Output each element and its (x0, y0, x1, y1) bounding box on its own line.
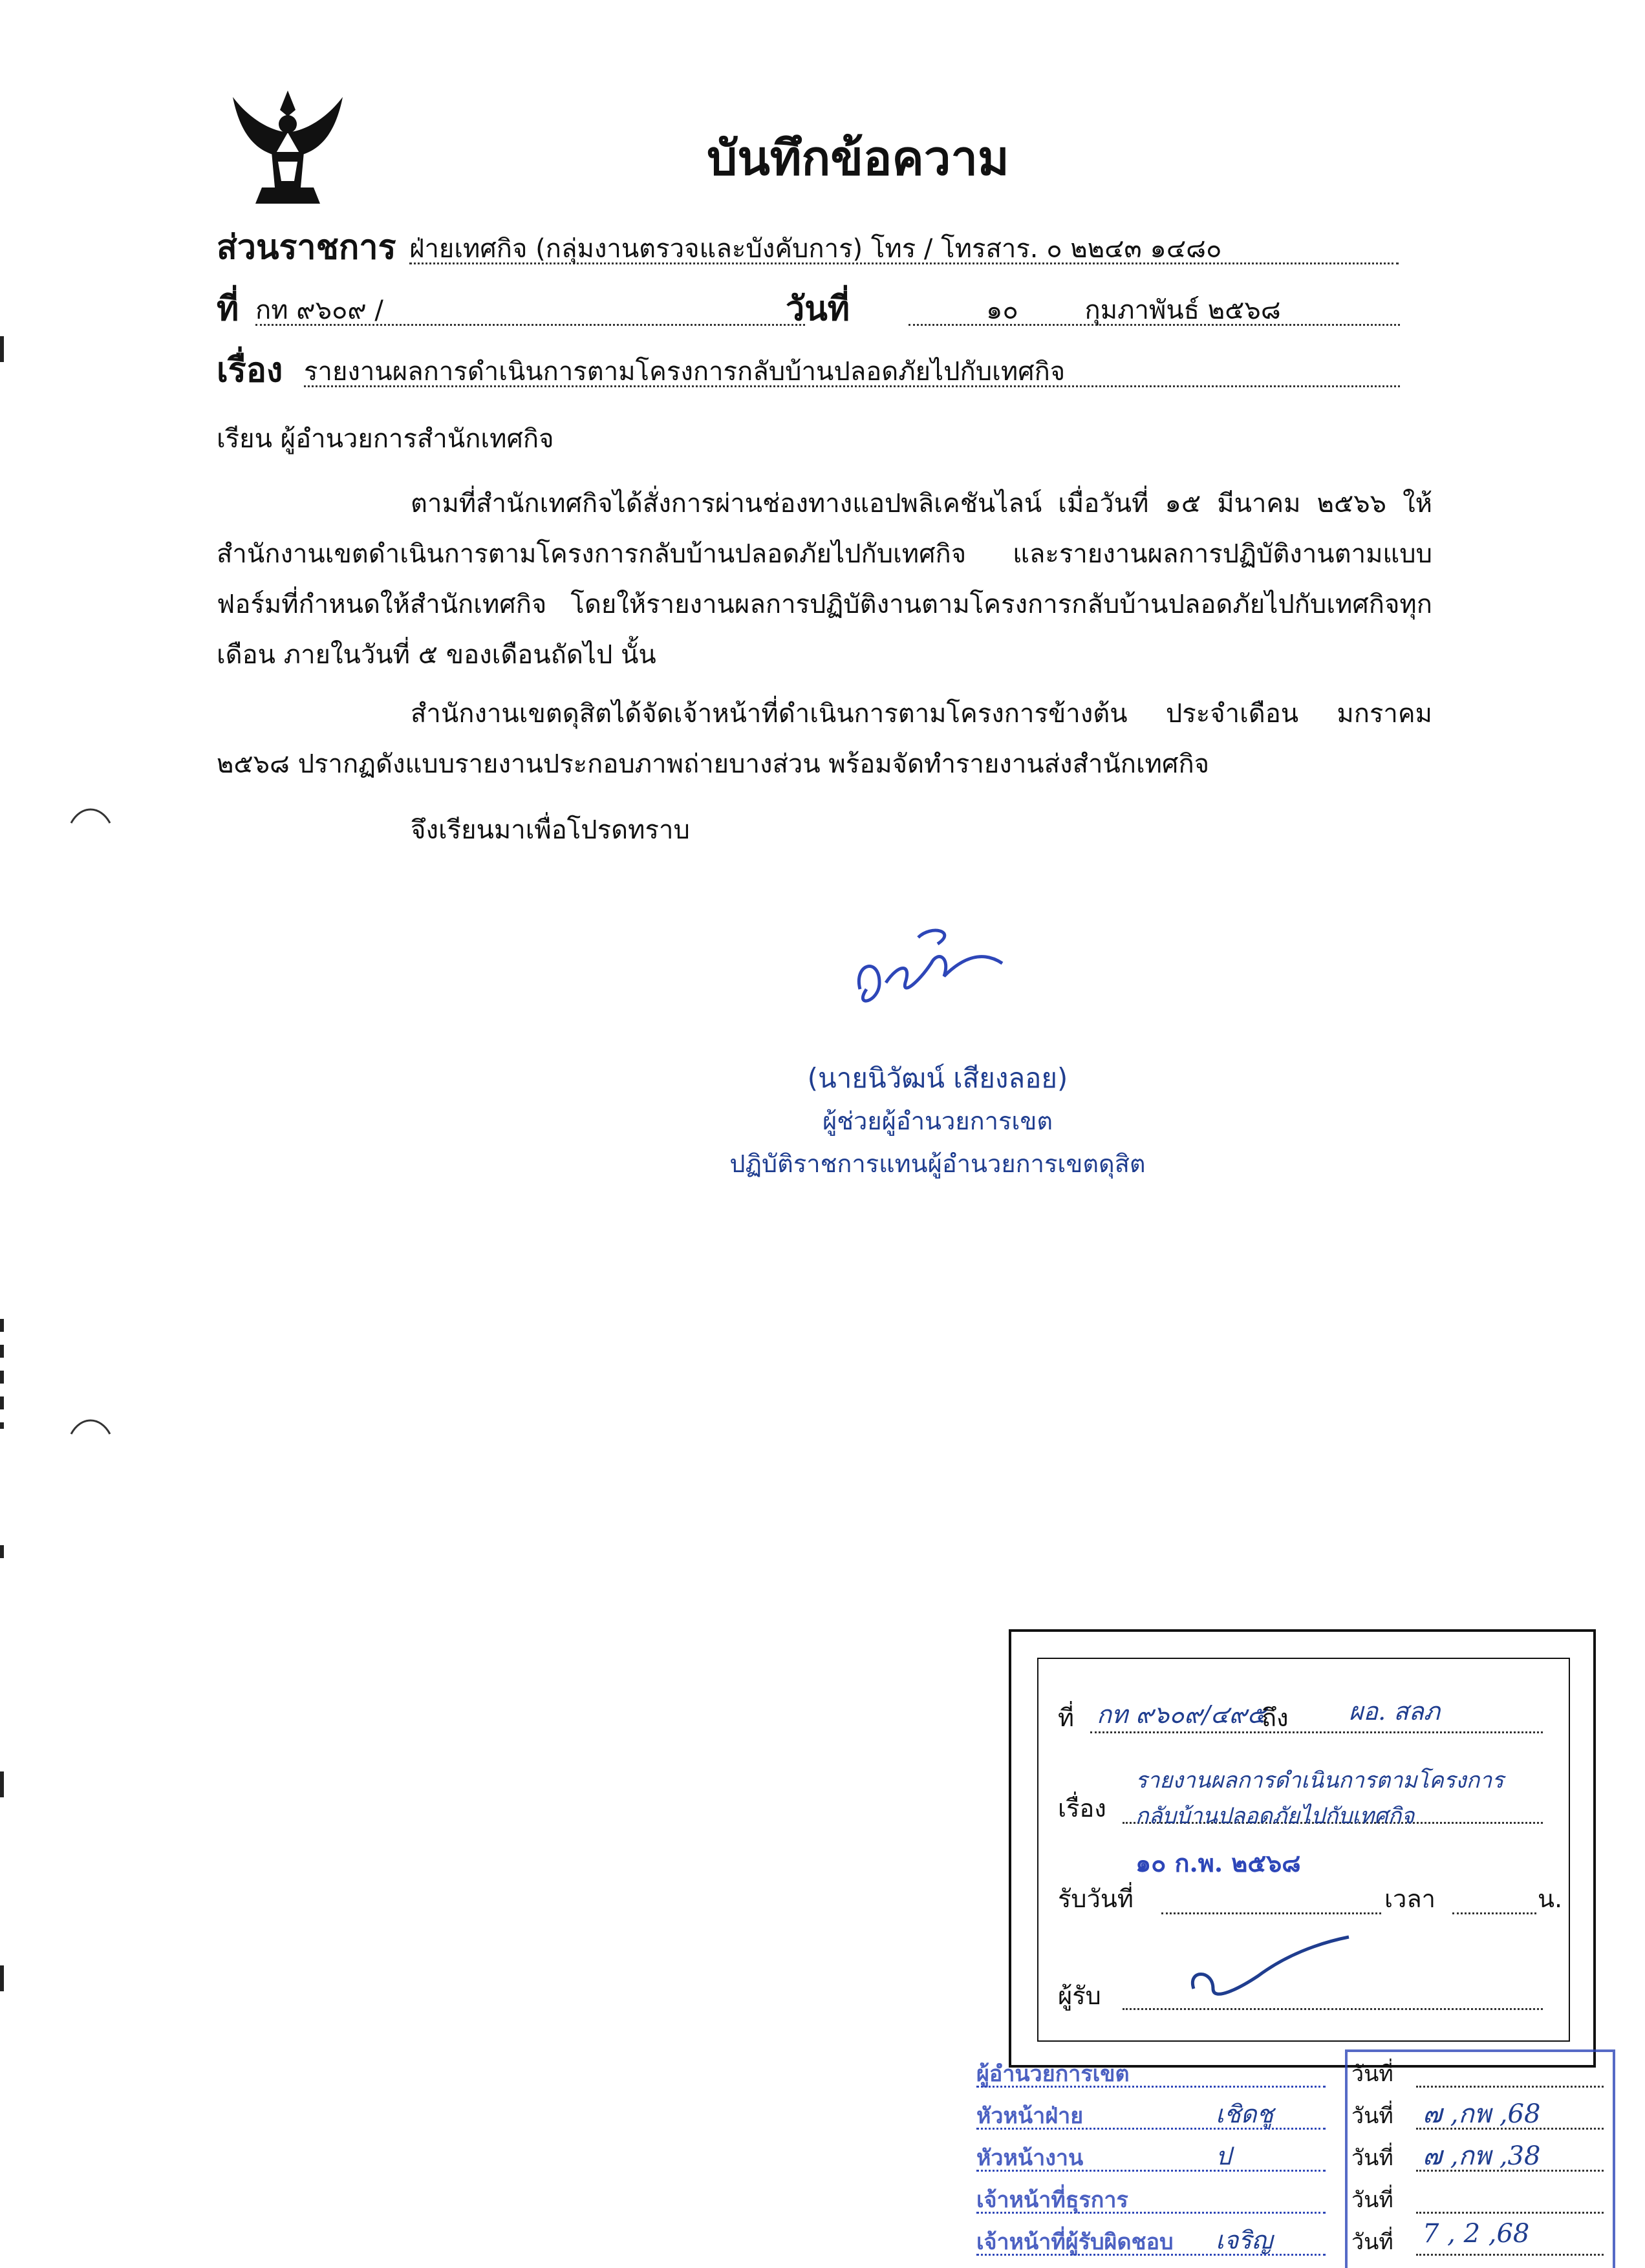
routing-row-date-label: วันที่ (1351, 2229, 1393, 2255)
dotted-line (1416, 2170, 1604, 2172)
subject-row (217, 343, 1400, 394)
dotted-line (1161, 1912, 1381, 1914)
routing-row (970, 2098, 1617, 2137)
punch-hole-mark (68, 805, 113, 824)
routing-row-date-label: วันที่ (1351, 2145, 1393, 2171)
ref-value: กท ๙๖๐๙ / (255, 289, 805, 326)
dotted-line (1416, 2128, 1604, 2130)
routing-row-date-label: วันที่ (1351, 2187, 1393, 2213)
dotted-line (1416, 2254, 1604, 2256)
dotted-line (1416, 2086, 1604, 2088)
routing-row-date-label: วันที่ (1351, 2061, 1393, 2087)
routing-row-label: เจ้าหน้าที่ธุรการ (976, 2187, 1128, 2213)
receipt-ref-value: กท ๙๖๐๙/๔๙๕ (1097, 1700, 1266, 1729)
routing-row-value: ป (1216, 2142, 1232, 2170)
subject-label: เรื่อง (217, 351, 283, 390)
margin-mark (0, 1545, 4, 1558)
routing-row (970, 2219, 1617, 2263)
paragraph-1: ตามที่สำนักเทศกิจได้สั่งการผ่านช่องทางแอปพลิเคชันไลน์ เมื่อวันที่ ๑๕ มีนาคม ๒๕๖๖ ให้สำนักงานเขตดำเนินการตามโครงการกลับบ้านปลอดภัยไปกับเทศกิจ และรายงานผลการปฏิบัติงานตามแบบฟอร์มที่กำหนดให้สำนักเทศกิจ โดยให้รายงานผลการปฏิบัติงานตามโครงการกลับบ้านปลอดภัยไปกับเทศกิจทุกเดือน ภายในวันที่ ๕ ของเดือนถัดไป นั้น (217, 489, 1432, 670)
margin-mark (0, 1319, 4, 1429)
routing-row-value: เชิดชู (1216, 2100, 1274, 2128)
routing-row-date-value: ๗ ,กพ ,38 (1423, 2141, 1541, 2171)
closing-line: จึงเรียนมาเพื่อโปรดทราบ (411, 815, 690, 845)
agency-value: ฝ่ายเทศกิจ (กลุ่มงานตรวจและบังคับการ) โทร / โทรสาร. ๐ ๒๒๔๓ ๑๔๘๐ (409, 228, 1399, 264)
agency-label: ส่วนราชการ (217, 228, 396, 267)
signature-block (647, 1057, 1229, 1185)
receipt-date-value: ๑๐ ก.พ. ๒๕๖๘ (1135, 1848, 1301, 1878)
routing-row (970, 2182, 1617, 2221)
receipt-subject-line-1: รายงานผลการดำเนินการตามโครงการ (1135, 1768, 1504, 1793)
margin-mark (0, 336, 4, 362)
ref-label: ที่ (217, 290, 239, 328)
receipt-receiver-label: ผู้รับ (1058, 1982, 1101, 2010)
routing-row-date-value: 7 , 2 ,68 (1423, 2219, 1530, 2249)
dotted-line (976, 2254, 1326, 2256)
routing-row-label: หัวหน้าฝ่าย (976, 2103, 1084, 2129)
routing-row (970, 2140, 1617, 2179)
receipt-date-label: รับวันที่ (1058, 1885, 1134, 1913)
receiver-signature-scribble (1168, 1918, 1362, 2015)
dotted-line (1452, 1912, 1536, 1914)
signer-name: (นายนิวัฒน์ เสียงลอย) (807, 1062, 1068, 1094)
agency-row (217, 220, 1400, 272)
signature-scribble (841, 912, 1035, 1022)
receipt-stamp-inner (1037, 1658, 1570, 2042)
routing-row-date-value: ๗ ,กพ ,68 (1423, 2099, 1541, 2129)
routing-row-value: เจริญ (1216, 2226, 1273, 2254)
receipt-ref-label: ที่ (1058, 1704, 1075, 1732)
routing-row (970, 2056, 1617, 2095)
paragraph-2: สำนักงานเขตดุสิตได้จัดเจ้าหน้าที่ดำเนินการตามโครงการข้างต้น ประจำเดือน มกราคม ๒๕๖๘ ปรากฏดังแบบรายงานประกอบภาพถ่ายบางส่วน พร้อมจัดทำรายงานส่งสำนักเทศกิจ (217, 699, 1432, 779)
signer-position-2: ปฏิบัติราชการแทนผู้อำนวยการเขตดุสิต (729, 1150, 1146, 1178)
signer-position-1: ผู้ช่วยผู้อำนวยการเขต (822, 1107, 1053, 1135)
date-value (909, 289, 1400, 326)
memo-title: บันทึกข้อความ (707, 131, 1009, 186)
routing-row-label: ผู้อำนวยการเขต (976, 2061, 1130, 2087)
date-label: วันที่ (786, 290, 850, 328)
punch-hole-mark (68, 1416, 113, 1435)
dotted-line (976, 2086, 1326, 2088)
margin-mark (0, 1771, 4, 1797)
receipt-time-unit: น. (1538, 1885, 1563, 1913)
margin-mark (0, 1965, 4, 1991)
dotted-line (976, 2170, 1326, 2172)
salutation: เรียน ผู้อำนวยการสำนักเทศกิจ (217, 424, 554, 454)
dotted-line (1416, 2212, 1604, 2214)
routing-row-label: เจ้าหน้าที่ผู้รับผิดชอบ (976, 2229, 1174, 2255)
receipt-to-label: ถึง (1262, 1704, 1289, 1732)
dotted-line (976, 2128, 1326, 2130)
routing-row-date-label: วันที่ (1351, 2103, 1393, 2129)
receipt-subject-label: เรื่อง (1058, 1794, 1106, 1823)
receipt-subject-line-2: กลับบ้านปลอดภัยไปกับเทศกิจ (1135, 1803, 1415, 1829)
ref-date-row (217, 281, 1400, 333)
receipt-time-label: เวลา (1384, 1885, 1435, 1913)
subject-value: รายงานผลการดำเนินการตามโครงการกลับบ้านปลอดภัยไปกับเทศกิจ (304, 350, 1400, 387)
routing-row-label: หัวหน้างาน (976, 2145, 1084, 2171)
receipt-stamp (1009, 1629, 1596, 2068)
receipt-to-value: ผอ. สลภ (1349, 1697, 1440, 1726)
date-day: ๑๐ (986, 295, 1018, 325)
routing-stamp (970, 2049, 1617, 2265)
date-month-year: กุมภาพันธ์ ๒๕๖๘ (1084, 295, 1281, 325)
dotted-line (976, 2212, 1326, 2214)
